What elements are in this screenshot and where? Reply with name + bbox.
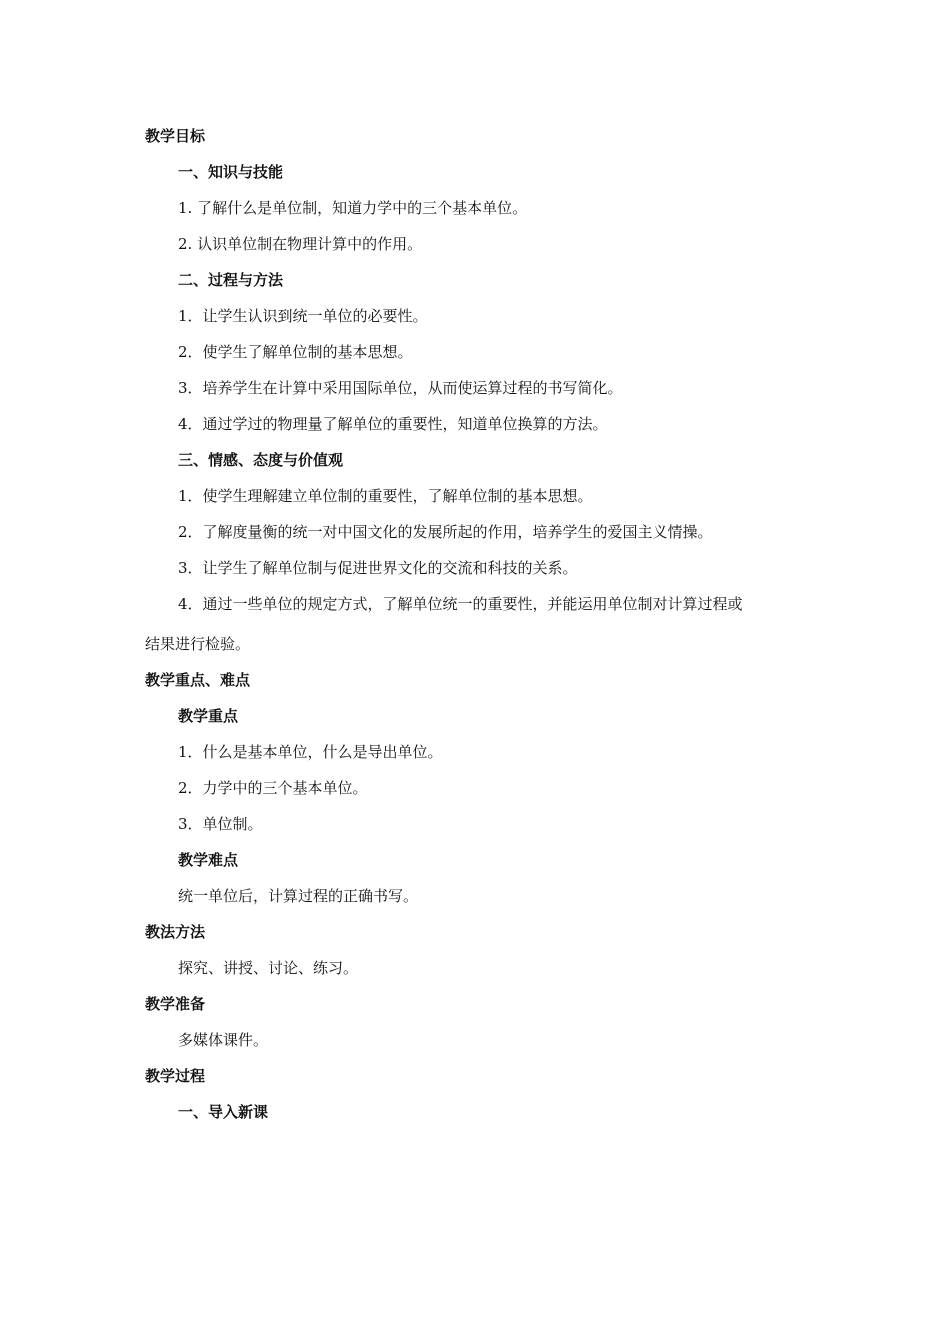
process-item-4: 4．通过学过的物理量了解单位的重要性，知道单位换算的方法。 bbox=[178, 415, 608, 433]
focus-item-2: 2．力学中的三个基本单位。 bbox=[178, 779, 368, 797]
emotion-item-4: 4．通过一些单位的规定方式，了解单位统一的重要性，并能运用单位制对计算过程或 bbox=[178, 595, 743, 613]
focus-item-3: 3．单位制。 bbox=[178, 815, 263, 833]
focus-item-1: 1．什么是基本单位，什么是导出单位。 bbox=[178, 743, 443, 761]
knowledge-skills-heading: 一、知识与技能 bbox=[178, 163, 284, 181]
knowledge-item-1: 1. 了解什么是单位制，知道力学中的三个基本单位。 bbox=[178, 199, 528, 217]
emotion-item-3: 3．让学生了解单位制与促进世界文化的交流和科技的关系。 bbox=[178, 559, 578, 577]
knowledge-item-2: 2. 认识单位制在物理计算中的作用。 bbox=[178, 235, 423, 253]
preparation-heading: 教学准备 bbox=[145, 995, 206, 1013]
process-item-3: 3．培养学生在计算中采用国际单位，从而使运算过程的书写简化。 bbox=[178, 379, 623, 397]
focus-heading: 教学重点 bbox=[178, 707, 239, 725]
intro-heading: 一、导入新课 bbox=[178, 1103, 269, 1121]
process-item-1: 1．让学生认识到统一单位的必要性。 bbox=[178, 307, 428, 325]
keypoints-heading: 教学重点、难点 bbox=[145, 671, 251, 689]
emotion-values-heading: 三、情感、态度与价值观 bbox=[178, 451, 344, 469]
preparation-text: 多媒体课件。 bbox=[178, 1031, 269, 1049]
emotion-item-2: 2．了解度量衡的统一对中国文化的发展所起的作用，培养学生的爱国主义情操。 bbox=[178, 523, 713, 541]
difficulty-text: 统一单位后，计算过程的正确书写。 bbox=[178, 887, 419, 905]
procedure-heading: 教学过程 bbox=[145, 1067, 206, 1085]
process-item-2: 2．使学生了解单位制的基本思想。 bbox=[178, 343, 413, 361]
difficulty-heading: 教学难点 bbox=[178, 851, 239, 869]
process-methods-heading: 二、过程与方法 bbox=[178, 271, 284, 289]
emotion-item-1: 1．使学生理解建立单位制的重要性，了解单位制的基本思想。 bbox=[178, 487, 593, 505]
method-heading: 教法方法 bbox=[145, 923, 206, 941]
teaching-goals-heading: 教学目标 bbox=[145, 127, 206, 145]
emotion-item-4-continuation: 结果进行检验。 bbox=[145, 635, 251, 653]
method-text: 探究、讲授、讨论、练习。 bbox=[178, 959, 359, 977]
